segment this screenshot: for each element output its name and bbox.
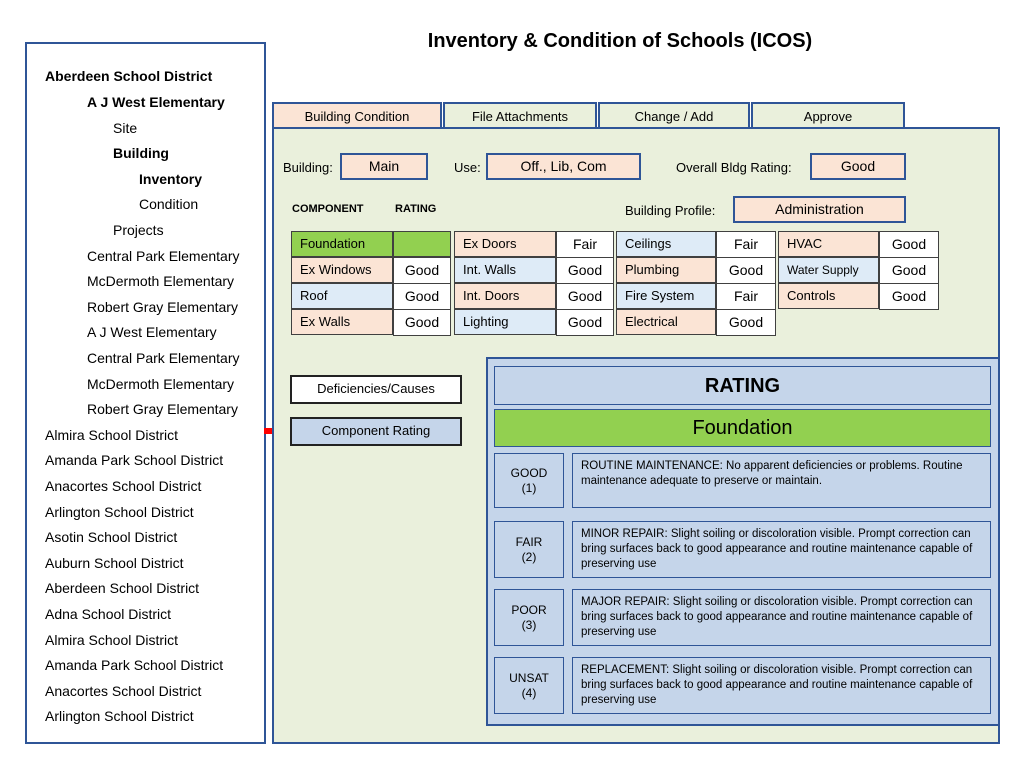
rating-int-doors[interactable]: Good — [556, 283, 614, 310]
rating-panel-component: Foundation — [494, 409, 991, 447]
rating-ex-walls[interactable]: Good — [393, 309, 451, 336]
sidebar-district-item[interactable]: Almira School District — [45, 427, 179, 443]
sidebar-district-item[interactable]: Auburn School District — [45, 555, 184, 571]
component-roof[interactable]: Roof — [291, 283, 393, 309]
sidebar-district-item[interactable]: Anacortes School District — [45, 683, 202, 699]
rating-panel-title: RATING — [494, 366, 991, 405]
building-label: Building: — [283, 160, 333, 175]
rating-level-number: (2) — [521, 549, 537, 564]
sidebar-district-item[interactable]: Anacortes School District — [45, 478, 202, 494]
tab-building-condition[interactable]: Building Condition — [272, 102, 442, 128]
sidebar-school-item[interactable]: McDermoth Elementary — [87, 376, 235, 392]
sidebar-district-selected[interactable]: Aberdeen School District — [45, 68, 213, 84]
rating-ex-windows[interactable]: Good — [393, 257, 451, 284]
rating-level-fair[interactable] — [494, 521, 564, 578]
rating-int-walls[interactable]: Good — [556, 257, 614, 284]
overall-rating-field[interactable]: Good — [810, 153, 906, 180]
sidebar-district-item[interactable]: Adna School District — [45, 606, 172, 622]
component-ex-doors[interactable]: Ex Doors — [454, 231, 556, 257]
component-rating-button[interactable]: Component Rating — [290, 417, 462, 446]
sidebar-district-item[interactable]: Amanda Park School District — [45, 452, 224, 468]
rating-header: RATING — [395, 203, 437, 215]
rating-level-description: REPLACEMENT: Slight soiling or discoloration visible. Prompt correction can bring surfaces back to good appearance and routine maintenance capable of preserving use — [572, 657, 991, 714]
sidebar-item-site[interactable]: Site — [113, 120, 138, 136]
sidebar-school-item[interactable]: Robert Gray Elementary — [87, 299, 238, 315]
rating-foundation[interactable] — [393, 231, 451, 257]
sidebar-district-item[interactable]: Almira School District — [45, 632, 179, 648]
building-field[interactable]: Main — [340, 153, 428, 180]
rating-level-number: (1) — [521, 480, 537, 495]
rating-fire-system[interactable]: Fair — [716, 283, 776, 310]
sidebar-item-building[interactable]: Building — [113, 145, 169, 161]
component-foundation[interactable]: Foundation — [291, 231, 393, 257]
sidebar-school-item[interactable]: Central Park Elementary — [87, 350, 240, 366]
rating-level-unsat[interactable] — [494, 657, 564, 714]
component-electrical[interactable]: Electrical — [616, 309, 716, 335]
rating-ceilings[interactable]: Fair — [716, 231, 776, 258]
rating-level-description: ROUTINE MAINTENANCE: No apparent deficiencies or problems. Routine maintenance adequate to preserve or maintain. — [572, 453, 991, 508]
sidebar-district-item[interactable]: Arlington School District — [45, 504, 194, 520]
sidebar-school-item[interactable]: A J West Elementary — [87, 324, 217, 340]
component-ex-windows[interactable]: Ex Windows — [291, 257, 393, 283]
rating-level-description: MINOR REPAIR: Slight soiling or discoloration visible. Prompt correction can bring surfaces back to good appearance and routine maintenance capable of preserving use — [572, 521, 991, 578]
rating-hvac[interactable]: Good — [879, 231, 939, 258]
component-hvac[interactable]: HVAC — [778, 231, 879, 257]
rating-level-description: MAJOR REPAIR: Slight soiling or discoloration visible. Prompt correction can bring surfaces back to good appearance and routine maintenance capable of preserving use — [572, 589, 991, 646]
rating-water-supply[interactable]: Good — [879, 257, 939, 284]
sidebar-school-item[interactable]: Robert Gray Elementary — [87, 401, 238, 417]
rating-level-name: POOR — [511, 602, 547, 617]
building-profile-field[interactable]: Administration — [733, 196, 906, 223]
sidebar-district-item[interactable]: Asotin School District — [45, 529, 178, 545]
rating-ex-doors[interactable]: Fair — [556, 231, 614, 258]
rating-level-number: (3) — [521, 617, 537, 632]
use-field[interactable]: Off., Lib, Com — [486, 153, 641, 180]
sidebar-item-condition[interactable]: Condition — [139, 196, 199, 212]
sidebar-district-item[interactable]: Arlington School District — [45, 708, 194, 724]
rating-level-number: (4) — [521, 685, 537, 700]
sidebar — [25, 42, 266, 744]
rating-electrical[interactable]: Good — [716, 309, 776, 336]
sidebar-school-selected[interactable]: A J West Elementary — [87, 94, 225, 110]
rating-level-name: GOOD — [510, 465, 548, 480]
sidebar-item-inventory[interactable]: Inventory — [139, 171, 203, 187]
rating-roof[interactable]: Good — [393, 283, 451, 310]
component-int-doors[interactable]: Int. Doors — [454, 283, 556, 309]
component-int-walls[interactable]: Int. Walls — [454, 257, 556, 283]
component-lighting[interactable]: Lighting — [454, 309, 556, 335]
component-ex-walls[interactable]: Ex Walls — [291, 309, 393, 335]
component-fire-system[interactable]: Fire System — [616, 283, 716, 309]
page-title: Inventory & Condition of Schools (ICOS) — [427, 30, 813, 52]
use-label: Use: — [454, 160, 481, 175]
rating-controls[interactable]: Good — [879, 283, 939, 310]
component-ceilings[interactable]: Ceilings — [616, 231, 716, 257]
sidebar-school-item[interactable]: McDermoth Elementary — [87, 273, 235, 289]
tab-approve[interactable]: Approve — [751, 102, 905, 128]
sidebar-school-item[interactable]: Central Park Elementary — [87, 248, 240, 264]
deficiencies-causes-button[interactable]: Deficiencies/Causes — [290, 375, 462, 404]
building-profile-label: Building Profile: — [625, 203, 716, 218]
rating-level-name: FAIR — [515, 534, 543, 549]
rating-lighting[interactable]: Good — [556, 309, 614, 336]
tab-file-attachments[interactable]: File Attachments — [443, 102, 597, 128]
rating-plumbing[interactable]: Good — [716, 257, 776, 284]
sidebar-item-projects[interactable]: Projects — [113, 222, 164, 238]
component-header: COMPONENT — [292, 203, 364, 215]
rating-level-poor[interactable] — [494, 589, 564, 646]
component-plumbing[interactable]: Plumbing — [616, 257, 716, 283]
sidebar-district-item[interactable]: Aberdeen School District — [45, 580, 200, 596]
rating-level-name: UNSAT — [509, 670, 549, 685]
rating-level-good[interactable] — [494, 453, 564, 508]
component-water-supply[interactable]: Water Supply — [778, 257, 879, 283]
sidebar-district-item[interactable]: Amanda Park School District — [45, 657, 224, 673]
component-controls[interactable]: Controls — [778, 283, 879, 309]
overall-rating-label: Overall Bldg Rating: — [676, 160, 792, 175]
tab-change-add[interactable]: Change / Add — [598, 102, 750, 128]
